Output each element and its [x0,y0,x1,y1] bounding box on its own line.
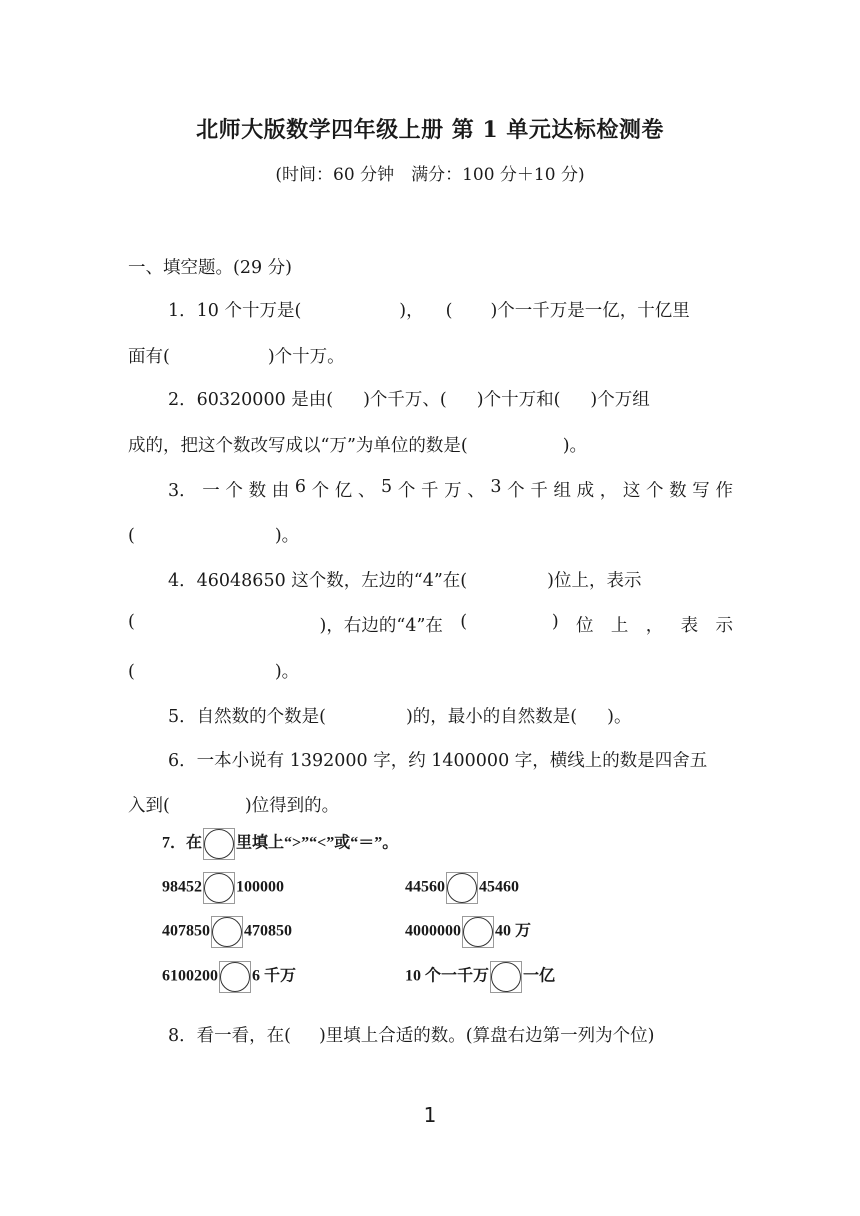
text-fragment: 上 [610,616,629,636]
text-fragment: 千 [530,481,548,501]
text-fragment: 3． [168,481,197,501]
compare-circle[interactable] [490,961,522,993]
text-fragment: )，右边的“4”在 [319,616,443,636]
question-1-line-1: 1．10 个十万是( )， ( )个一千万是一亿，十亿里 [168,301,690,321]
circle-blank-icon [203,828,235,860]
question-7-instruction: 7．在 里填上“>”“<”或“＝”。 [162,828,398,860]
question-6-line-1: 6．一本小说有 1392000 字，约 1400000 字，横线上的数是四舍五 [168,751,708,771]
text-fragment: ( [460,612,468,632]
text-fragment: 数 [669,481,687,501]
text-fragment: 个 [311,481,330,501]
question-2-line-2: 成的，把这个数改写成以“万”为单位的数是( )。 [128,436,588,456]
question-4-line-3: ( )。 [128,662,300,682]
text-fragment: 表 [680,616,699,636]
compare-circle[interactable] [203,872,235,904]
compare-circle[interactable] [446,872,478,904]
text-fragment: ， [599,481,618,501]
section-heading: 一、填空题。(29 分) [128,258,292,278]
text-fragment: 5 [381,477,393,497]
compare-item: 44560 45460 [405,872,519,904]
text-fragment: 亿 [334,481,353,501]
text-fragment: 个 [646,481,664,501]
question-6-line-2: 入到( )位得到的。 [128,796,340,816]
page-title: 北师大版数学四年级上册 第 1 单元达标检测卷 [196,117,664,143]
question-3-line-2: ( )。 [128,526,300,546]
text-fragment: 数 [248,481,267,501]
text-fragment: 位 [576,616,594,636]
text-fragment: 作 [715,481,733,501]
question-5: 5．自然数的个数是( )的，最小的自然数是( )。 [168,707,632,727]
question-3-line-1 [168,477,733,502]
text-fragment: 由 [271,481,290,501]
question-1-line-2: 面有( )个十万。 [128,347,345,367]
text-fragment: ， [645,616,664,636]
compare-circle[interactable] [219,961,251,993]
compare-item: 407850 470850 [162,916,292,948]
compare-circle[interactable] [211,916,243,948]
compare-item: 6100200 6 千万 [162,961,296,993]
compare-item: 98452 100000 [162,872,284,904]
text-fragment: 6 [294,477,306,497]
text-fragment: 万 [444,481,462,501]
text-fragment: 个 [507,481,525,501]
text-fragment: 示 [715,616,733,636]
text-fragment: 这 [622,481,641,501]
text-fragment: 、 [357,481,376,501]
compare-item: 4000000 40 万 [405,916,531,948]
text-fragment: 组 [553,481,571,501]
text-fragment: 、 [467,481,485,501]
page-subtitle: (时间：60 分钟 满分：100 分＋10 分) [275,165,585,185]
text-fragment: 个 [225,481,243,501]
page-number: 1 [423,1103,437,1127]
text-fragment: 一 [202,481,220,501]
text-fragment: 写 [692,481,710,501]
question-8: 8．看一看，在( )里填上合适的数。(算盘右边第一列为个位) [168,1026,655,1046]
text-fragment: 个 [397,481,416,501]
answer-blank [152,612,302,637]
text-fragment: ( [128,612,135,632]
text-fragment: 千 [420,481,439,501]
text-fragment: 成 [576,481,595,501]
text-fragment: 3 [490,477,502,497]
text-fragment: ) [551,612,559,632]
question-4-line-1: 4．46048650 这个数，左边的“4”在( )位上，表示 [168,571,642,591]
question-2-line-1: 2．60320000 是由( )个千万、( )个十万和( )个万组 [168,390,650,410]
compare-circle[interactable] [462,916,494,948]
compare-item: 10 个一千万 一亿 [405,961,555,993]
answer-blank [484,612,534,637]
question-4-line-2 [128,612,733,637]
